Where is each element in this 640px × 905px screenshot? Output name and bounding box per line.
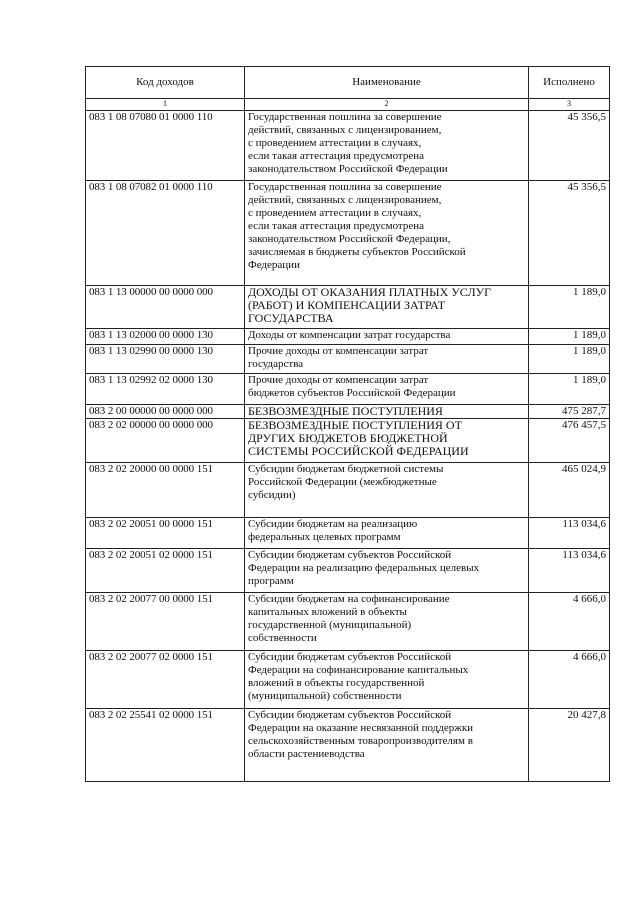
revenue-name: Государственная пошлина за совершение действий, связанных с лицензированием, с проведением аттестации в случаях, если такая аттестация предусмотрена законодательством Российской Федерации, зачисляемая в бюджеты субъектов Российской Федерации (245, 181, 529, 286)
revenue-code: 083 1 08 07082 01 0000 110 (86, 181, 245, 286)
revenue-code: 083 1 13 00000 00 0000 000 (86, 286, 245, 329)
header-code: Код доходов (86, 67, 245, 99)
revenue-code: 083 2 00 00000 00 0000 000 (86, 405, 245, 419)
revenue-code: 083 2 02 20077 02 0000 151 (86, 651, 245, 709)
column-number-1: 1 (86, 99, 245, 111)
table-row (86, 549, 610, 593)
executed-amount: 113 034,6 (529, 518, 610, 549)
header-name: Наименование (245, 67, 529, 99)
table-row (86, 518, 610, 549)
executed-amount: 45 356,5 (529, 181, 610, 286)
header-executed: Исполнено (529, 67, 610, 99)
revenue-name: БЕЗВОЗМЕЗДНЫЕ ПОСТУПЛЕНИЯ ОТ ДРУГИХ БЮДЖЕТОВ БЮДЖЕТНОЙ СИСТЕМЫ РОССИЙСКОЙ ФЕДЕРАЦИИ (245, 419, 529, 463)
column-number-row (86, 99, 610, 111)
executed-amount: 1 189,0 (529, 345, 610, 374)
revenue-name: Субсидии бюджетам субъектов Российской Федерации на оказание несвязанной поддержки сельскохозяйственным товаропроизводителям в области растениеводства (245, 709, 529, 782)
revenue-code: 083 1 13 02992 02 0000 130 (86, 374, 245, 405)
revenue-code: 083 2 02 25541 02 0000 151 (86, 709, 245, 782)
table-row (86, 593, 610, 651)
table-row (86, 405, 610, 419)
revenue-name: Субсидии бюджетам субъектов Российской Федерации на софинансирование капитальных вложений в объекты государственной (муниципальной) собственности (245, 651, 529, 709)
executed-amount: 475 287,7 (529, 405, 610, 419)
executed-amount: 4 666,0 (529, 651, 610, 709)
revenue-name: ДОХОДЫ ОТ ОКАЗАНИЯ ПЛАТНЫХ УСЛУГ (РАБОТ) И КОМПЕНСАЦИИ ЗАТРАТ ГОСУДАРСТВА (245, 286, 529, 329)
revenue-name: Субсидии бюджетам субъектов Российской Федерации на реализацию федеральных целевых программ (245, 549, 529, 593)
table-row (86, 419, 610, 463)
revenue-table (85, 66, 610, 782)
table-row (86, 709, 610, 782)
table-row (86, 345, 610, 374)
executed-amount: 1 189,0 (529, 286, 610, 329)
table-row (86, 374, 610, 405)
table-row (86, 111, 610, 181)
revenue-name: Субсидии бюджетам на софинансирование капитальных вложений в объекты государственной (муниципальной) собственности (245, 593, 529, 651)
table-row (86, 651, 610, 709)
executed-amount: 20 427,8 (529, 709, 610, 782)
column-number-2: 2 (245, 99, 529, 111)
revenue-name: Субсидии бюджетам бюджетной системы Российской Федерации (межбюджетные субсидии) (245, 463, 529, 518)
revenue-code: 083 2 02 20000 00 0000 151 (86, 463, 245, 518)
revenue-name: Прочие доходы от компенсации затрат бюджетов субъектов Российской Федерации (245, 374, 529, 405)
revenue-code: 083 1 08 07080 01 0000 110 (86, 111, 245, 181)
table-row (86, 181, 610, 286)
executed-amount: 1 189,0 (529, 374, 610, 405)
revenue-code: 083 2 02 00000 00 0000 000 (86, 419, 245, 463)
table-row (86, 463, 610, 518)
executed-amount: 1 189,0 (529, 329, 610, 345)
revenue-name: Государственная пошлина за совершение действий, связанных с лицензированием, с проведением аттестации в случаях, если такая аттестация предусмотрена законодательством Российской Федерации (245, 111, 529, 181)
revenue-code: 083 2 02 20077 00 0000 151 (86, 593, 245, 651)
revenue-code: 083 1 13 02990 00 0000 130 (86, 345, 245, 374)
revenue-code: 083 1 13 02000 00 0000 130 (86, 329, 245, 345)
executed-amount: 4 666,0 (529, 593, 610, 651)
executed-amount: 476 457,5 (529, 419, 610, 463)
revenue-name: Доходы от компенсации затрат государства (245, 329, 529, 345)
column-number-3: 3 (529, 99, 610, 111)
revenue-name: Субсидии бюджетам на реализацию федеральных целевых программ (245, 518, 529, 549)
executed-amount: 45 356,5 (529, 111, 610, 181)
revenue-code: 083 2 02 20051 02 0000 151 (86, 549, 245, 593)
revenue-code: 083 2 02 20051 00 0000 151 (86, 518, 245, 549)
executed-amount: 113 034,6 (529, 549, 610, 593)
table-header-row (86, 67, 610, 99)
revenue-name: Прочие доходы от компенсации затрат государства (245, 345, 529, 374)
executed-amount: 465 024,9 (529, 463, 610, 518)
table-row (86, 329, 610, 345)
table-row (86, 286, 610, 329)
revenue-name: БЕЗВОЗМЕЗДНЫЕ ПОСТУПЛЕНИЯ (245, 405, 529, 419)
